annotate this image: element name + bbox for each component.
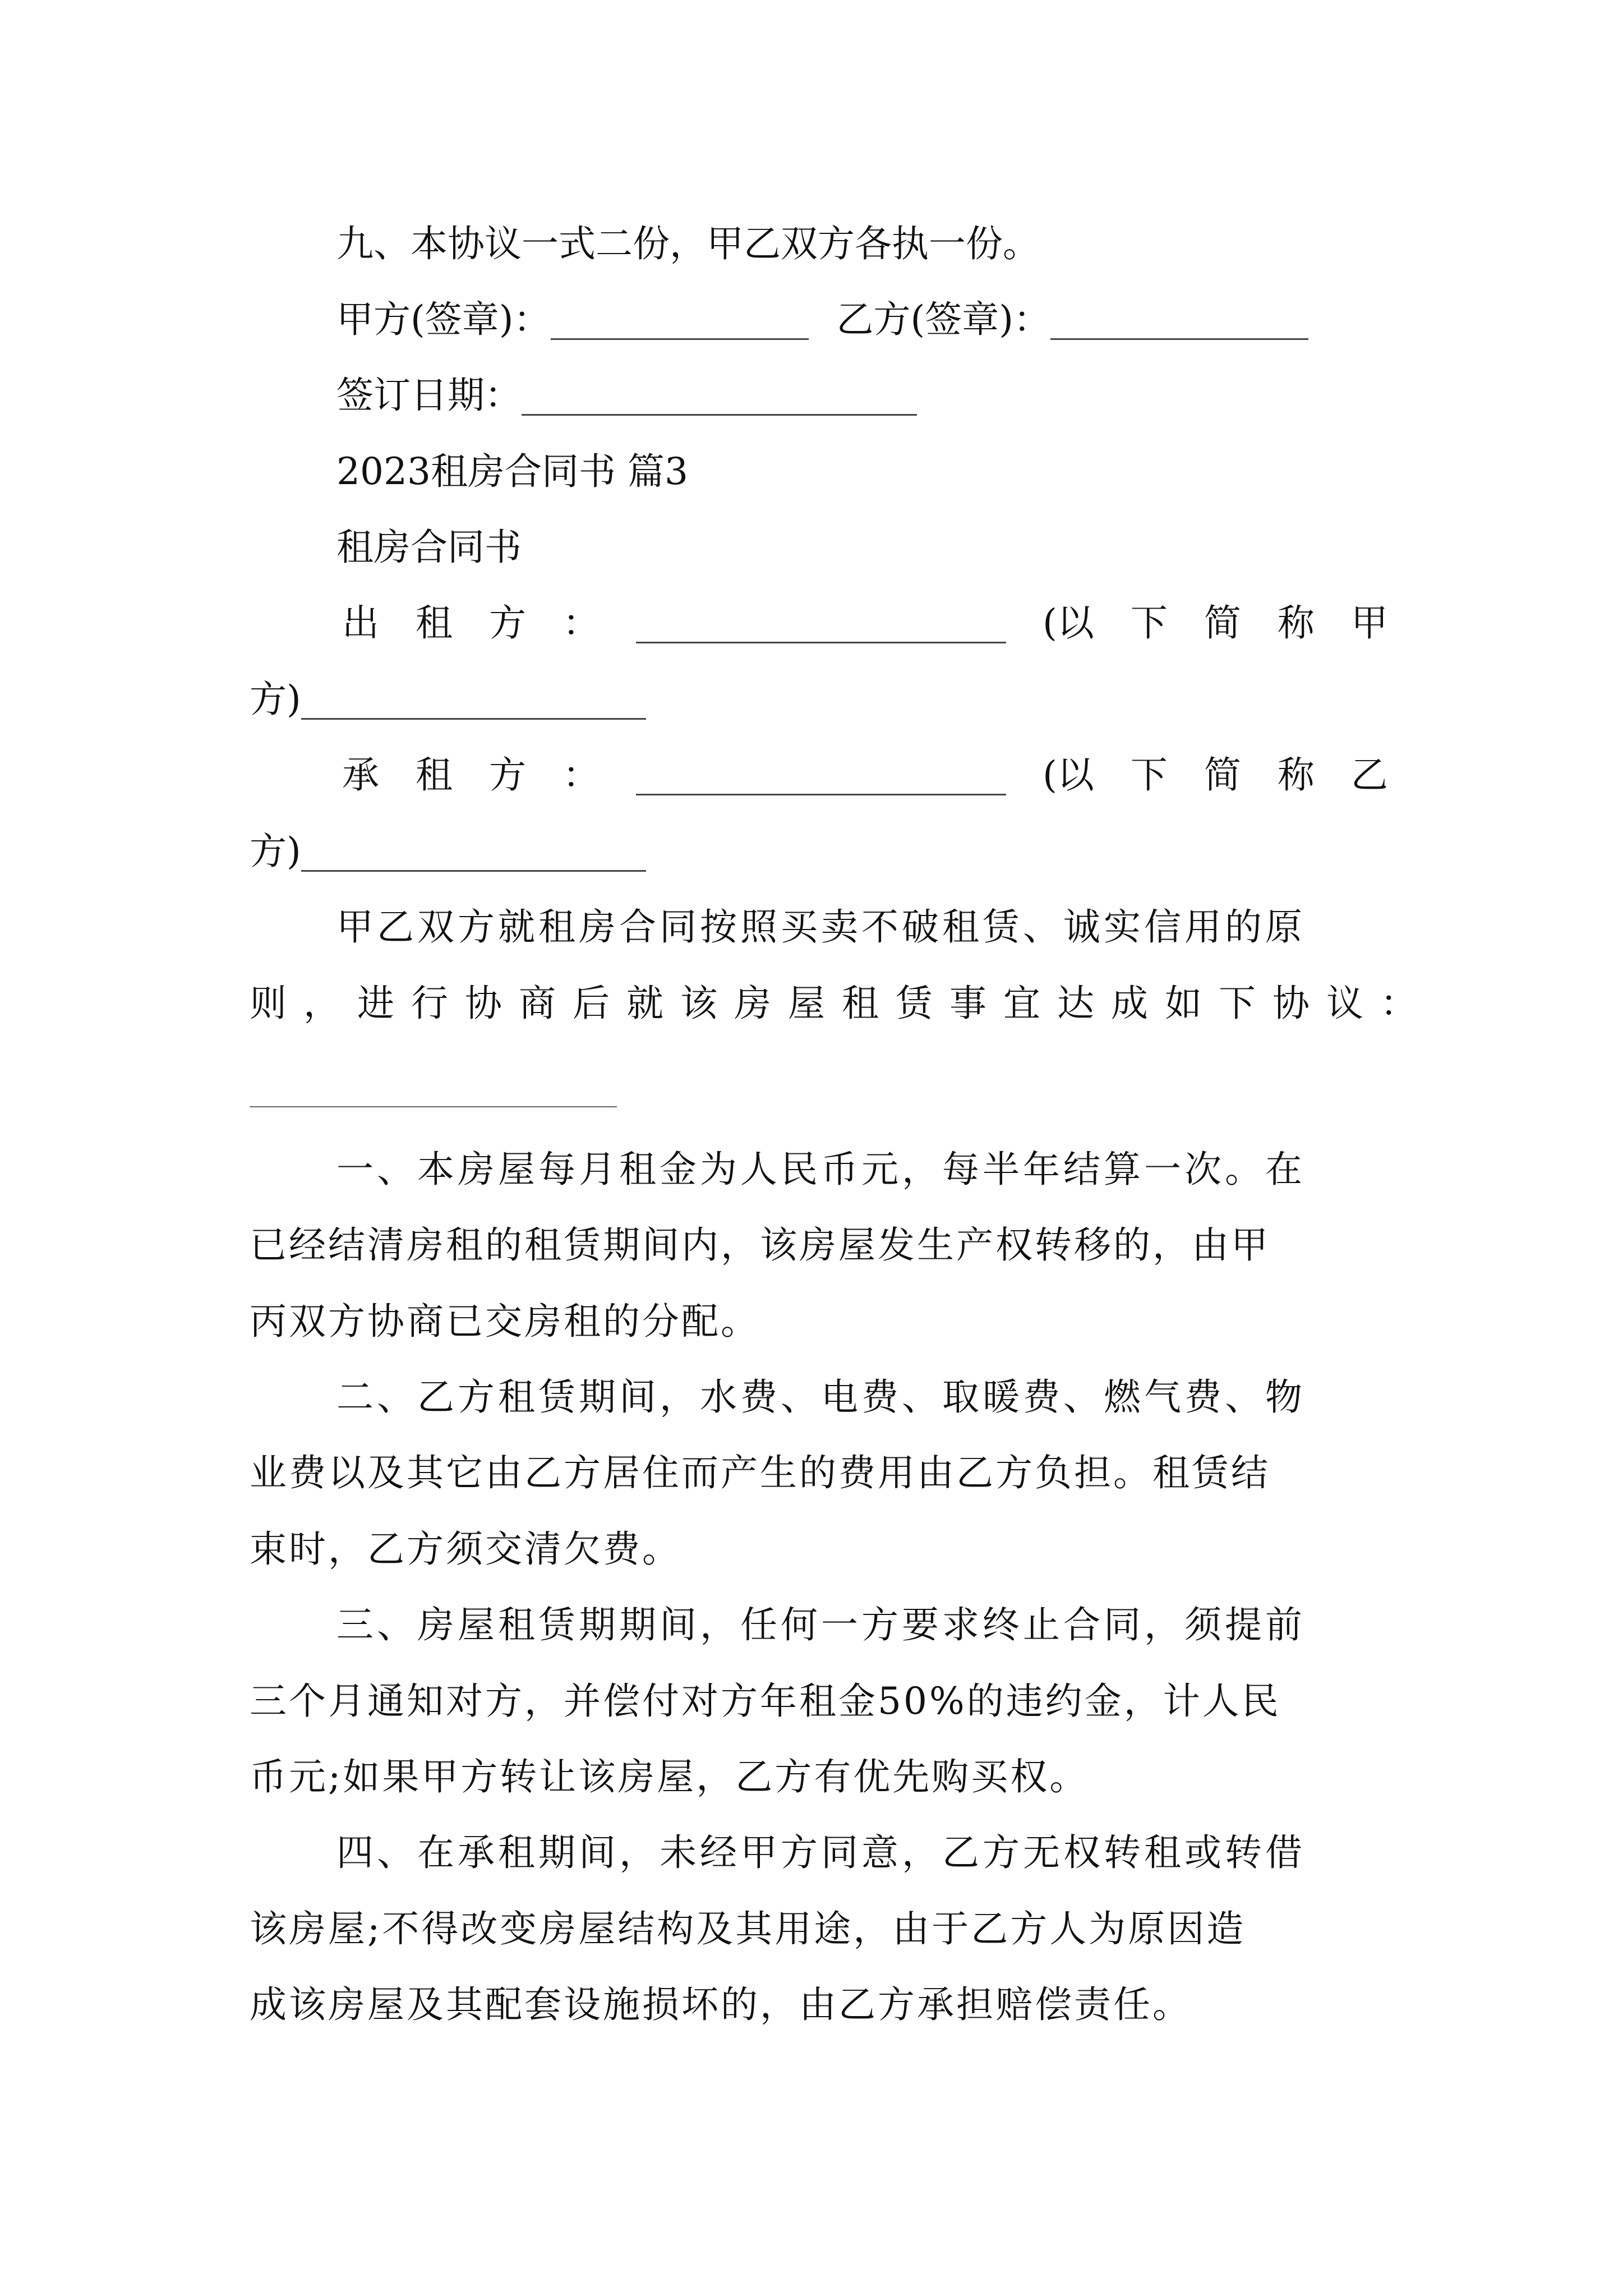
clause-2-line: 束时，乙方须交清欠费。 <box>250 1527 681 1571</box>
lessor-extra-blank <box>301 681 646 720</box>
lessor-suffix-char: 甲 <box>1350 601 1388 645</box>
lessee-row <box>250 753 1388 797</box>
party-a-signature-blank <box>551 301 809 340</box>
lessee-label-char: 租 <box>416 753 453 797</box>
lessee-label-char: 承 <box>342 753 380 797</box>
clause-2-line: 业费以及其它由乙方居住而产生的费用由乙方负担。租赁结 <box>250 1451 1270 1494</box>
clause-3-line: 币元;如果甲方转让该房屋，乙方有优先购买权。 <box>250 1755 1089 1798</box>
lessor-suffix-char: (以 <box>1043 601 1094 645</box>
clause-3-line: 三、房屋租赁期期间，任何一方要求终止合同，须提前 <box>336 1603 1306 1646</box>
lessor-continuation: 方) <box>250 678 301 721</box>
clause-1-line: 已经结清房租的租赁期间内，该房屋发生产权转移的，由甲 <box>250 1223 1270 1267</box>
clause-1-line: 一、本房屋每月租金为人民币元，每半年结算一次。在 <box>336 1148 1306 1191</box>
lessor-row <box>250 601 1388 645</box>
party-b-signature-label: 乙方(签章)： <box>836 298 1050 341</box>
sign-date-blank <box>522 377 917 416</box>
lessor-continuation-row <box>250 678 646 721</box>
lessee-continuation-row <box>250 830 646 873</box>
lessor-label-char: 方 <box>489 601 527 645</box>
section-heading: 2023租房合同书 篇3 <box>336 450 688 493</box>
clause-4-line: 四、在承租期间，未经甲方同意，乙方无权转租或转借 <box>336 1831 1306 1874</box>
clause-9: 九、本协议一式二份，甲乙双方各执一份。 <box>336 222 1040 265</box>
lessee-suffix-char: 下 <box>1130 753 1168 797</box>
lessee-label-char: ： <box>562 753 600 797</box>
clause-4-line: 该房屋;不得改变房屋结构及其用途，由于乙方人为原因造 <box>250 1907 1246 1950</box>
clause-4-line: 成该房屋及其配套设施损坏的，由乙方承担赔偿责任。 <box>250 1983 1192 2026</box>
party-b-signature-blank <box>1050 301 1308 340</box>
lessee-suffix-char: 乙 <box>1350 753 1388 797</box>
lessor-label-char: 租 <box>416 601 453 645</box>
clause-2-line: 二、乙方租赁期间，水费、电费、取暖费、燃气费、物 <box>336 1375 1306 1419</box>
lessee-name-blank <box>636 757 1006 795</box>
signature-row <box>336 298 1308 341</box>
lessee-suffix-char: 称 <box>1277 753 1315 797</box>
sign-date-label: 签订日期： <box>336 374 522 417</box>
preamble-line: 甲乙双方就租房合同按照买卖不破租赁、诚实信用的原 <box>336 905 1306 949</box>
lessor-suffix-char: 称 <box>1277 601 1315 645</box>
lessor-label-char: 出 <box>342 601 380 645</box>
lessee-label-char: 方 <box>489 753 527 797</box>
lessor-label-char: ： <box>562 601 600 645</box>
lessee-suffix-char: 简 <box>1204 753 1241 797</box>
party-a-signature-label: 甲方(签章)： <box>336 298 551 341</box>
lessee-suffix-char: (以 <box>1043 753 1094 797</box>
clause-1-line: 丙双方协商已交房租的分配。 <box>250 1300 760 1343</box>
clause-3-line: 三个月通知对方，并偿付对方年租金50%的违约金，计人民 <box>250 1680 1281 1723</box>
preamble-line: 则，进行协商后就该房屋租赁事宜达成如下协议： <box>250 982 1434 1025</box>
lessor-suffix-char: 下 <box>1130 601 1168 645</box>
lessor-suffix-char: 简 <box>1204 601 1241 645</box>
contract-title: 租房合同书 <box>336 526 522 569</box>
lessee-continuation: 方) <box>250 830 301 873</box>
sign-date-row <box>336 374 917 417</box>
lessor-name-blank <box>636 605 1006 643</box>
lessee-extra-blank <box>301 833 646 872</box>
section-divider <box>250 1106 617 1107</box>
